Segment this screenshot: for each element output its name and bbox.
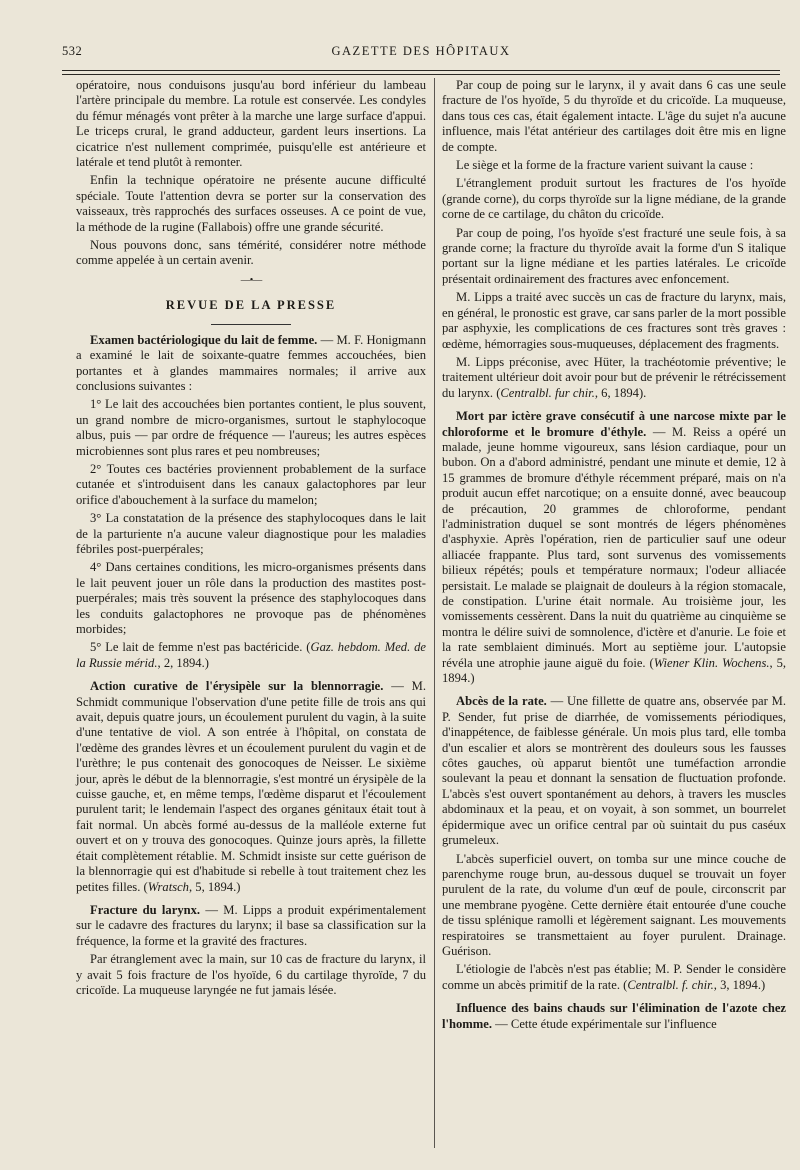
paragraph [442,355,786,401]
list-item [76,640,426,671]
article-text: — Cette étude expérimentale sur l'influence [492,1016,717,1031]
list-item-text: 5° Le lait de femme n'est pas bactéricide. ( [90,640,311,655]
citation-end: , 2, 1894.) [157,655,209,670]
paragraph: Par coup de poing, l'os hyoïde s'est fracturé une seule fois, à sa grande corne; la fracture du thyroïde avait la forme d'un S italique portant sur la ligne médiane et les parties latérales. Le cricoïde présentait ordinairement des fractures avec enfoncement. [442,225,786,286]
page-header [62,44,780,64]
article-ictere [442,409,786,686]
journal-title: GAZETTE DES HÔPITAUX [331,44,511,58]
list-item: 4° Dans certaines conditions, les micro-organismes présents dans le lait peuvent jouer un rôle dans la production des mastites post-puerpérales; mais très souvent la présence des staphylocoques dans les conduits galactophores ne provoque pas de phénomènes morbides; [76,560,426,636]
page-number: 532 [62,44,83,58]
article-title: Abcès de la rate. [456,694,547,709]
article-abces-rate [442,694,786,848]
paragraph: Par coup de poing sur le larynx, il y avait dans 6 cas une seule fracture de l'os hyoïde, 5 du thyroïde et du cricoïde. La muqueuse, dans tous ces cas, était également intacte. L'âge du sujet n'a aucune influence, mais l'état antérieur des cartilages doit être mis en ligne de compte. [442,78,786,154]
paragraph: L'abcès superficiel ouvert, on tomba sur une mince couche de parenchyme rouge brun, au-dessous duquel se trouvait un foyer purulent de la rate, du volume d'un œuf de poule, circonscrit par une membrane pyogène. Cette dernière était entourée d'une couche de tissu splénique ramolli et légèrement saignant. Les mouvements respiratoires se transmettaient au foyer purulent. Drainage. Guérison. [442,851,786,958]
paragraph: Nous pouvons donc, sans témérité, considérer notre méthode comme appelée à un certain avenir. [76,238,426,268]
paragraph-text: M. Lipps préconise, avec Hüter, la trachéotomie préventive; le traitement ultérieur doit avoir pour but de prévenir le rétrécissement du larynx. ( [442,354,786,400]
section-title: REVUE DE LA PRESSE [165,298,337,313]
article-bains [442,1001,786,1032]
citation-end: , 5, 1894.) [188,879,241,894]
article-examen [76,333,426,395]
article-erysipele [76,679,426,895]
paragraph: L'étranglement produit surtout les fractures de l'os hyoïde (grande corne), du corps thyroïde sur la ligne médiane, de la grande corne de ce cartilage, du châton du cricoïde. [442,176,786,222]
citation-source: Centralbl. f. chir. [627,977,714,992]
paragraph-text: L'étiologie de l'abcès n'est pas établie; M. P. Sender le considère comme un abcès primitif de la rate. ( [442,962,786,992]
paragraph: M. Lipps a traité avec succès un cas de fracture du larynx, mais, en général, le pronostic est grave, car sans parler de la mort possible par asphyxie, les complications de ces fractures sont très graves : œdème, hémorragies sous-muqueuses, déplacement des fragments. [442,290,786,351]
article-text: — M. Schmidt communique l'observation d'une petite fille de trois ans qui avait, depuis quatre jours, un écoulement purulent du vagin, à la suite d'une tentative de viol. A son entrée à l'hôpital, on constata de l'œdème des grandes lèvres et un écoulement purulent du vagin et de l'urèthre; le pus contenait des gonocoques de Neisser. Le sixième jour, après le début de la blennorragie, s'est montré un érysipèle de la cuisse gauche, et, en même temps, l'œdème disparut et l'écoulement purulent tarit; le lendemain l'aspect des organes génitaux était tout à fait normal. Un abcès formé au-dessus de la malléole externe fut ouvert et on y trouva des gonocoques. Quinze jours après, la fillette était complètement rétablie. M. Schmidt insiste sur cette guérison de la blennorragie qui est d'habitude si rebelle à tout traitement chez les petites filles. ( [76,679,426,894]
list-item: 3° La constatation de la présence des staphylocoques dans le lait de la parturiente n'a aucune valeur diagnostique pour les maladies fébriles post-puerpérales; [76,511,426,556]
paragraph: Par étranglement avec la main, sur 10 cas de fracture du larynx, il y avait 5 fois fracture de l'os hyoïde, 6 du cartilage thyroïde, 7 du cricoïde. La muqueuse laryngée ne fut jamais lésée. [76,952,426,997]
list-item: 2° Toutes ces bactéries proviennent probablement de la surface cutanée et s'introduisent dans les canaux galactophores par leur orifice d'abouchement à la surface du mamelon; [76,461,426,507]
list-item: 1° Le lait des accouchées bien portantes contient, le plus souvent, un grand nombre de micro-organismes, surtout le staphylocoque albus, puis — par ordre de fréquence — l'aureus; les autres espèces microbiennes sont plus rares et peu nombreuses; [76,397,426,458]
article-text: — M. Reiss a opéré un malade, jeune homme vigoureux, sans lésion cardiaque, pour un bubon. On a d'abord administré, pendant une minute et demie, 12 à 15 grammes de bromure d'éthyle récemment préparé, mais on n'a produit aucun effet narcotique; on a ensuite donné, avec beaucoup de précaution, 20 grammes de chloroforme, pendant l'administration duquel se sont montrés de légers phénomènes d'asphyxie. Après l'opération, rien de particulier sauf une odeur alliacée frappante. Plus tard, sont survenus des vomissements bilieux répétés; pouls et température normaux; l'odeur alliacée persistait. Le malade se plaignait de douleurs à la région stomacale, de constipation. L'urine était normale. Au troisième jour, les vomissements cessèrent. Dans la nuit du quatrième au cinquième se montra le délire suivi de somnolence, d'ictère et d'anurie. Le foie et la rate semblaient diminués. Mort au septième jour. L'autopsie révéla une atrophie jaune aiguë du foie. ( [442,424,787,670]
article-text: — M. Lipps a produit expérimentalement sur le cadavre des fractures du larynx; il base sa classification sur la fréquence, la forme et la gravité des fractures. [76,902,426,948]
citation-end: , 5, 1894.) [442,655,787,686]
citation-source: Wratsch [147,879,189,894]
article-title: Action curative de l'érysipèle sur la blennorragie. [90,679,384,694]
header-rule-double [62,74,780,75]
paragraph: opératoire, nous conduisons jusqu'au bord inférieur du lambeau l'artère principale du membre. La rotule est conservée. Les condyles du fémur ménagés vont prêter à la marche une large surface d'appui. Le triceps crural, le grand adducteur, gardent leurs insertions. La cicatrice n'est nullement comprimée, puisqu'elle est antérieure et latérale et tend plutôt à remonter. [76,78,426,170]
right-column [442,78,786,1035]
article-larynx [76,903,426,949]
citation-end: , 6, 1894). [594,385,647,400]
article-title: Influence des bains chauds sur l'élimination de l'azote chez l'homme. [442,1001,786,1031]
article-text: — M. F. Honigmann a examiné le lait de soixante-quatre femmes accouchées, bien portantes et à glandes mammaires normales; il arrive aux conclusions suivantes : [76,332,426,393]
citation-source: Centralbl. fur chir. [500,385,595,400]
column-divider [434,78,435,1148]
citation-source: Wiener Klin. Wochens. [653,655,770,670]
paragraph: Le siège et la forme de la fracture varient suivant la cause : [456,158,754,173]
paragraph [442,962,786,993]
ornament-divider: —•— [240,274,262,286]
article-title: Examen bactériologique du lait de femme. [90,332,318,347]
article-text: — Une fillette de quatre ans, observée par M. P. Sender, fut prise de diarrhée, de vomissements périodiques, d'inappétence, de faiblesse générale. Un mois plus tard, elle tomba d'un escalier et alors se montrèrent des douleurs sous les fausses côtes gauches, où apparut bientôt une tuméfaction arrondie soulevant la peau et donnant la sensation de fluctuation profonde. L'abcès s'est ouvert spontanément au dehors, à travers les muscles abdominaux et la peau, et on voyait, à son sommet, un bourrelet épidermique avec un orifice central par où suintait du pus caséux grumeleux. [442,694,786,848]
citation-end: , 3, 1894.) [713,977,766,992]
article-title: Fracture du larynx. [90,902,201,917]
paragraph: Enfin la technique opératoire ne présente aucune difficulté spéciale. Toute l'attention devra se porter sur la conservation des vaisseaux, très rapprochés des surfaces osseuses. A ce point de vue, la méthode de la rugine (Fallabois) offre une grande sécurité. [76,173,426,234]
header-rule [62,70,780,71]
left-column [76,78,426,1001]
article-title: Mort par ictère grave consécutif à une narcose mixte par le chloroforme et le bromure d'éthyle. [442,409,786,439]
section-rule [211,324,291,325]
citation-source: Gaz. hebdom. Med. de la Russie mérid. [76,640,426,670]
